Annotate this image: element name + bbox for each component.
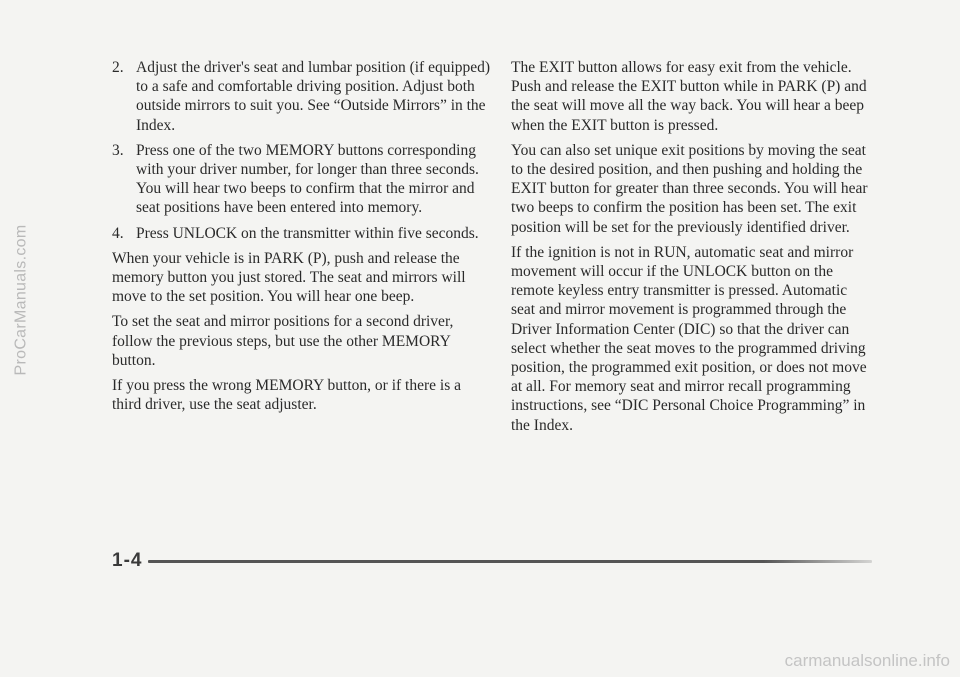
- step-text: Adjust the driver's seat and lumbar position (if equipped) to a safe and comfortable driving position. Adjust both outside mirrors to suit you. See “Outside Mirrors” in the Index.: [136, 59, 491, 134]
- side-watermark: [6, 180, 36, 420]
- body-paragraph: The EXIT button allows for easy exit from the vehicle. Push and release the EXIT button while in PARK (P) and the seat will move all the way back. You will hear a beep when the EXIT button is pressed.: [511, 59, 867, 134]
- body-paragraph: When your vehicle is in PARK (P), push and release the memory button you just stored. The seat and mirrors will move to the set position. You will hear one beep.: [112, 249, 466, 306]
- step-item: [112, 58, 492, 135]
- right-column: [511, 58, 873, 441]
- side-watermark-text: ProCarManuals.com: [12, 224, 29, 376]
- body-paragraph: If the ignition is not in RUN, automatic seat and mirror movement will occur if the UNLOCK button on the remote keyless entry transmitter is pressed. Automatic seat and mirror movement is programmed through the Driver Information Center (DIC) so that the driver can select whether the seat moves to the programmed driving position, the programmed exit position, or does not move at all. For memory seat and mirror recall programming instructions, see “DIC Personal Choice Programming” in the Index.: [511, 243, 867, 434]
- step-number: 2.: [112, 59, 124, 76]
- step-text: Press one of the two MEMORY buttons corresponding with your driver number, for longer than three seconds. You will hear two beeps to confirm that the mirror and seat positions have been entered into memory.: [136, 141, 479, 217]
- step-number: 3.: [112, 141, 124, 159]
- step-text: Press UNLOCK on the transmitter within five seconds.: [136, 224, 479, 242]
- body-paragraph: If you press the wrong MEMORY button, or if there is a third driver, use the seat adjuster.: [112, 377, 461, 414]
- body-paragraph: To set the seat and mirror positions for a second driver, follow the previous steps, but use the other MEMORY button.: [112, 313, 454, 369]
- left-column: [112, 58, 492, 420]
- step-item: [112, 141, 492, 218]
- step-item: [112, 224, 492, 243]
- page-footer: [112, 550, 872, 572]
- footer-rule: [148, 560, 872, 563]
- bottom-watermark: carmanualsonline.info: [784, 651, 950, 670]
- page-number: 1-4: [112, 550, 143, 571]
- step-number: 4.: [112, 224, 124, 242]
- body-paragraph: You can also set unique exit positions by moving the seat to the desired position, and then pushing and holding the EXIT button for greater than three seconds. You will hear two beeps to confirm the position has been set. The exit position will be set for the previously identified driver.: [511, 141, 868, 236]
